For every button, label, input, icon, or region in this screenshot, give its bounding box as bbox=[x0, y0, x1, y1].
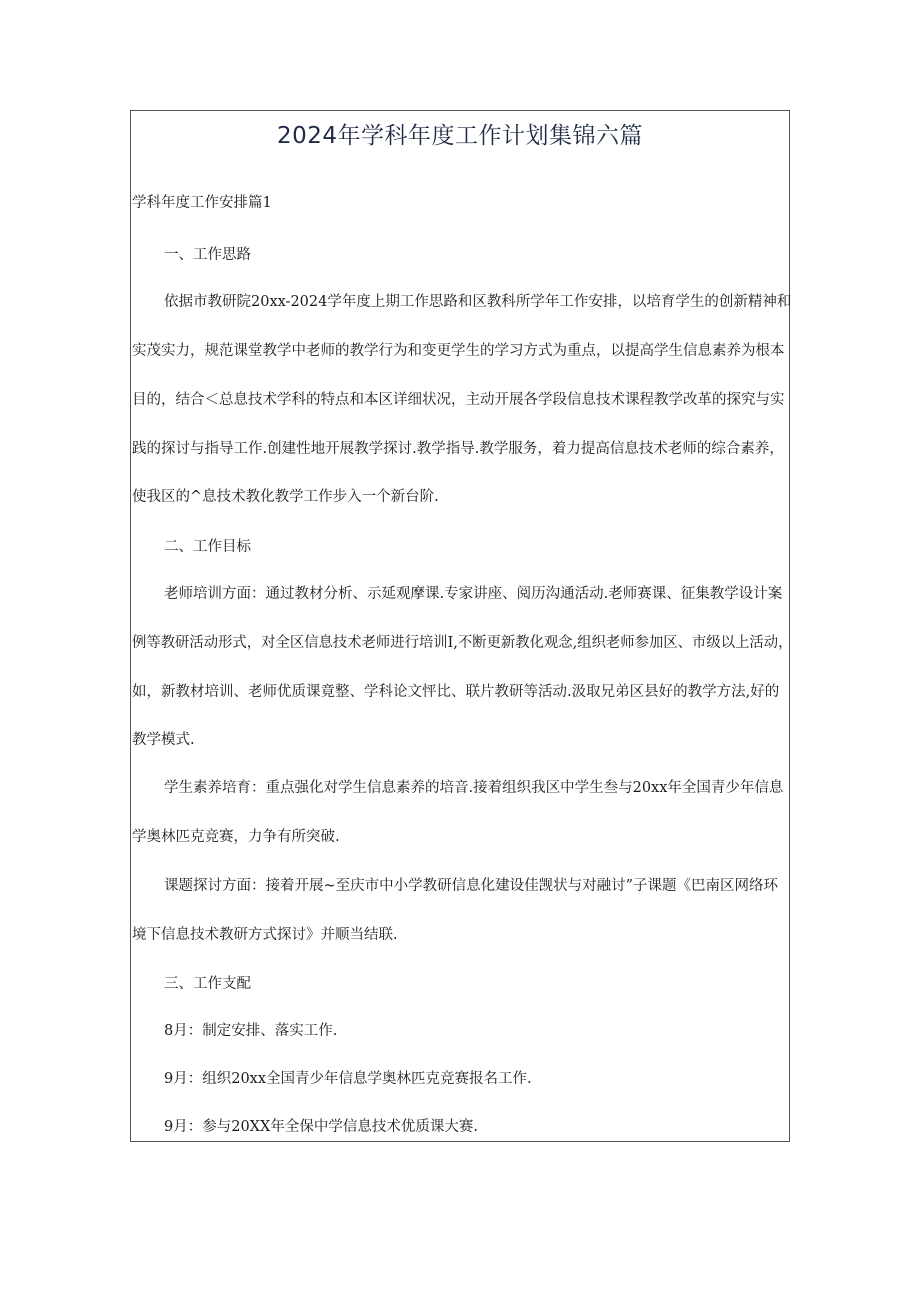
heading-work-arrangement: 三、工作支配 bbox=[164, 976, 251, 992]
paragraph-2-line-2: 例等教研活动形式，对全区信息技术老师进行培训I,不断更新教化观念,组织老师参加区、市级以上活动， bbox=[132, 635, 793, 651]
paragraph-4-line-2: 境下信息技术教研方式探讨》并顺当结联. bbox=[132, 927, 398, 943]
schedule-item: 9月：参与20XX年全保中学信息技术优质课大赛. bbox=[164, 1119, 478, 1135]
heading-work-approach: 一、工作思路 bbox=[164, 247, 251, 263]
schedule-item: 8月：制定安排、落实工作. bbox=[164, 1023, 338, 1039]
paragraph-3-line-2: 学奥林匹克竞赛，力争有所突破. bbox=[132, 829, 340, 845]
heading-work-goals: 二、工作目标 bbox=[164, 539, 251, 555]
paragraph-1-line-5: 使我区的^息技术教化教学工作步入一个新台阶. bbox=[132, 489, 439, 505]
paragraph-2-line-3: 如，新教材培训、老师优质课竟整、学科论文怦比、联片教研等活动.汲取兄弟区县好的教学方法,好的 bbox=[132, 684, 780, 700]
paragraph-3-line-1: 学生素养培育：重点强化对学生信息素养的培音.接着组织我区中学生叁与20xx年全国青少年信息 bbox=[164, 780, 784, 796]
section-heading: 学科年度工作安排篇1 bbox=[132, 195, 272, 211]
paragraph-1-line-4: 践的探讨与指导工作.创建性地开展教学探讨.教学指导.教学服务，着力提高信息技术老师的综合素养， bbox=[132, 441, 784, 457]
schedule-item: 9月：组织20xx全国青少年信息学奥林匹克竞赛报名工作. bbox=[164, 1071, 532, 1087]
paragraph-4-line-1: 课题探讨方面：接着开展~至庆市中小学教研信息化建设佳觊状与对融讨”子课题《巴南区网络环 bbox=[164, 878, 779, 894]
paragraph-2-line-1: 老师培训方面：通过教材分析、示延观摩课.专家讲座、阅历沟通活动.老师赛课、征集教学设计案 bbox=[164, 586, 783, 602]
paragraph-1-line-3: 目的，结合＜总息技术学科的特点和本区详细状况，主动开展各学段信息技术课程教学改革的探究与实 bbox=[132, 392, 785, 408]
document-title: 2024年学科年度工作计划集锦六篇 bbox=[276, 123, 644, 149]
paragraph-2-line-4: 教学模式. bbox=[132, 732, 195, 748]
paragraph-1-line-2: 实茂实力，规范课堂教学中老师的教学行为和变更学生的学习方式为重点，以提高学生信息素养为根本 bbox=[132, 343, 785, 359]
paragraph-1-line-1: 依据市教研院20xx-2024学年度上期工作思路和区教科所学年工作安排，以培育学生的创新精神和 bbox=[164, 294, 792, 310]
